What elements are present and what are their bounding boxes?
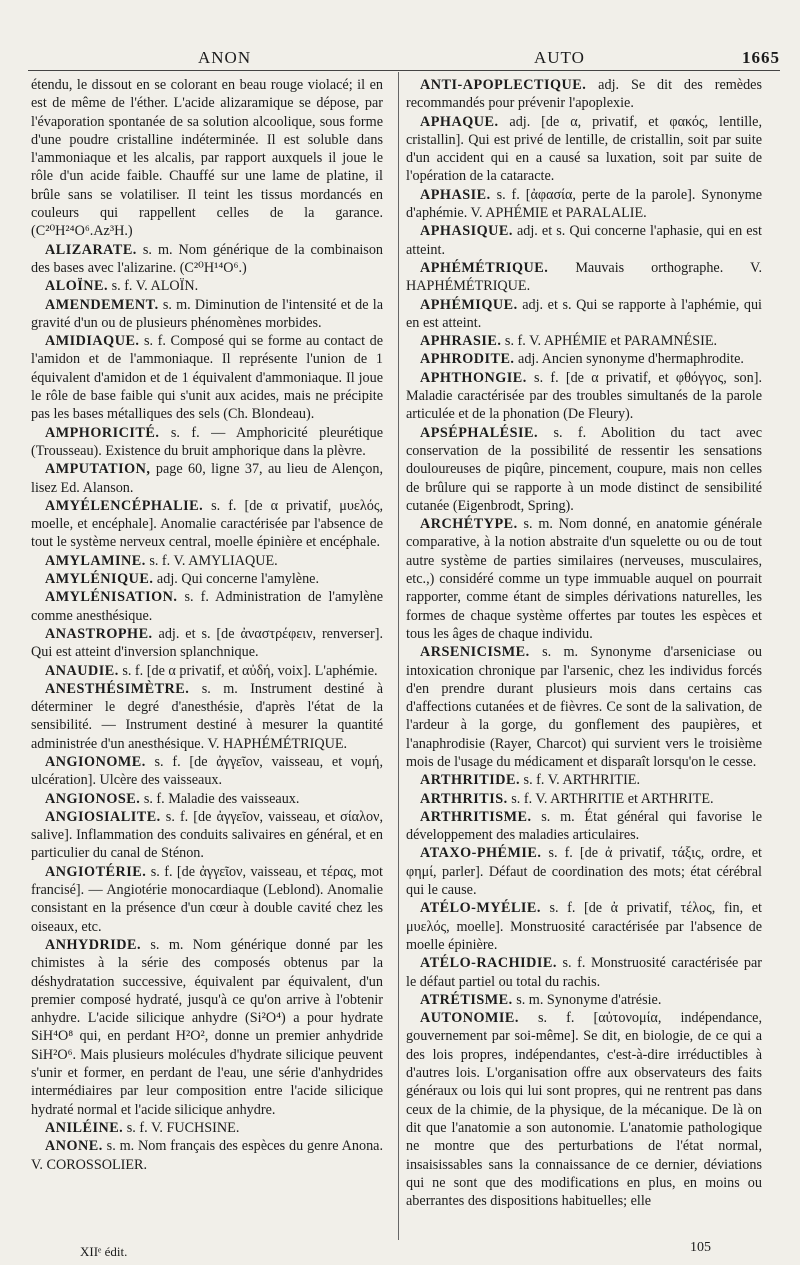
edition-mark: XIIᵉ édit. [80, 1244, 128, 1259]
entry-headword: ANONE. [45, 1138, 103, 1155]
dictionary-entry [31, 241, 383, 278]
dictionary-entry [406, 296, 762, 333]
dictionary-entry [406, 643, 762, 771]
header-rule [28, 70, 780, 71]
entry-text: s. m. Nom français des espèces du genre Anona. V. COROSSOLIER. [31, 1138, 384, 1173]
entry-text: s. f. [de ἀγγεῖον, vaisseau, et νομή, ulcération]. Ulcère des vaisseaux. [31, 753, 384, 789]
entry-headword: ANGIOSIALITE. [45, 808, 161, 825]
header-left-word: ANON [198, 48, 252, 67]
entry-text: adj. et s. Qui se rapporte à l'aphémie, qui en est atteint. [406, 296, 762, 331]
dictionary-entry [31, 1137, 383, 1174]
entry-text: s. f. [de α privatif, μυελός, moelle, et encéphale]. Anomalie caractérisée par l'absence de tout le système nerveux central, moelle épinière et encéphale. [31, 497, 383, 551]
entry-text: s. f. [αὐτονομία, indépendance, gouvernement par soi-même]. Se dit, en biologie, de ce qui a des lois propres, indépendantes, c'est-à-dire irréductibles à d'autres lois. L'organisation offre aux observateurs des faits généraux ou lois qui lui sont propres, qui ne rentrent pas dans ceux de la chimie, de la physique, de la mécanique. De là on dit que l'anatomie a son autonomie. L'anatomie pathologique ne montre que des perturbations de l'état normal, insaisissables sans la connaissance de ce dernier, déviations qui ne sont que des modifications en plus, en moins ou aberrantes des dispositions habituelles; elle [406, 1010, 763, 1210]
dictionary-entry [31, 1119, 383, 1137]
entry-text: s. f. V. ARTHRITIE. [523, 772, 641, 789]
entry-text: adj. Ancien synonyme d'hermaphrodite. [518, 351, 744, 368]
dictionary-entry [31, 625, 383, 662]
entry-text: adj. [de α, privatif, et φακός, lentille, cristallin]. Qui est privé de lentille, de cristallin, soit par suite d'un accident qui en a causé sa luxation, soit par suite de l'opération de la cataracte. [406, 113, 762, 185]
dictionary-entry [31, 460, 383, 497]
entry-headword: APHÉMIQUE. [420, 296, 518, 313]
signature-mark: 105 [690, 1240, 711, 1255]
entry-text: s. f. Administration de l'amylène comme anesthésique. [31, 589, 383, 624]
entry-text: Mauvais orthographe. V. HAPHÉMÉTRIQUE. [406, 259, 762, 295]
entry-headword: ARTHRITIS. [420, 790, 508, 807]
entry-headword: AMPHORICITÉ. [45, 424, 160, 441]
entry-headword: ALOÏNE. [45, 278, 109, 295]
dictionary-entry [406, 1009, 762, 1210]
entry-text: s. m. Nom générique de la combinaison des bases avec l'alizarine. (C²⁰H¹⁴O⁶.) [31, 241, 384, 276]
dictionary-entry [406, 332, 762, 350]
entry-text: s. f. V. AMYLIAQUE. [149, 552, 278, 569]
dictionary-entry [31, 662, 383, 680]
entry-text: s. m. Synonyme d'atrésie. [516, 991, 662, 1008]
page-number: 1665 [742, 48, 780, 67]
entry-headword: APHRODITE. [420, 351, 515, 368]
entry-text: s. m. Nom générique donné par les chimistes à la série des composés obtenus par la déshydratation successive, équivalent par équivalent, d'un premier composé hydraté, jusqu'à ce qu'on arrive à l'obtenir anhydre. L'acide silicique anhydre (Si²O⁴) a pour hydrate SiH⁴O⁸ qui, en perdant H²O², donne un premier anhydride SiH²O⁶. Mais plusieurs molécules d'hydrate silicique peuvent s'unir et former, en perdant de l'eau, une série d'anhydrides intermédiaires par leur composition entre l'acide silicique hydraté normal et l'acide silicique anhydre. [31, 936, 384, 1118]
dictionary-entry [406, 186, 762, 223]
entry-text: s. f. V. FUCHSINE. [126, 1119, 240, 1136]
dictionary-entry [406, 350, 762, 368]
column-divider [398, 72, 399, 1240]
entry-text: adj. Qui concerne l'amylène. [156, 571, 320, 588]
entry-text: s. m. État général qui favorise le développement des maladies articulaires. [406, 808, 762, 844]
entry-headword: ATRÉTISME. [420, 991, 513, 1008]
entry-text: s. f. Maladie des vaisseaux. [143, 790, 300, 807]
entry-headword: APHASIE. [420, 186, 491, 203]
dictionary-entry [31, 277, 383, 295]
entry-headword: ANTI-APOPLECTIQUE. [420, 77, 587, 93]
entry-text: s. f. V. ALOÏN. [111, 278, 199, 295]
right-column [406, 76, 762, 1210]
entry-headword: ARCHÉTYPE. [420, 516, 518, 533]
entry-text: s. f. [de ἀγγεῖον, vaisseau, et σίαλον, salive]. Inflammation des conduits salivaires en général, et en particulier du canal de Sténon. [31, 808, 384, 862]
entry-text: adj. et s. Qui concerne l'aphasie, qui en est atteint. [406, 223, 762, 258]
header-right-word: AUTO [534, 48, 585, 67]
entry-headword: ANGIONOSE. [45, 790, 141, 807]
dictionary-entry [31, 863, 383, 936]
dictionary-entry [406, 76, 762, 113]
entry-headword: APHTHONGIE. [420, 369, 527, 386]
dictionary-entry [31, 332, 383, 423]
dictionary-entry [31, 552, 383, 570]
entry-text: s. f. — Amphoricité pleurétique (Trousseau). Existence du bruit amphorique dans la plèvre. [31, 424, 383, 459]
dictionary-entry [31, 936, 383, 1119]
entry-headword: ANASTROPHE. [45, 625, 153, 642]
dictionary-entry [406, 369, 762, 424]
entry-headword: APHASIQUE. [420, 223, 513, 240]
entry-headword: ARTHRITISME. [420, 808, 532, 825]
dictionary-entry [31, 588, 383, 625]
entry-headword: AMIDIAQUE. [45, 333, 140, 350]
entry-headword: APSÉPHALÉSIE. [420, 424, 539, 441]
dictionary-entry [406, 515, 762, 643]
entry-headword: ATAXO-PHÉMIE. [420, 845, 542, 862]
entry-headword: ANGIONOME. [45, 753, 146, 770]
entry-text: s. f. [de ἀ privatif, τάξις, ordre, et φημί, parler]. Défaut de coordination des mots; état cérébral qui le cause. [406, 845, 763, 899]
entry-text: s. f. V. APHÉMIE et PARAMNÉSIE. [504, 333, 718, 350]
entry-text: s. m. Nom donné, en anatomie générale comparative, à la notion abstraite d'un squelette ou ou de tout autre système de parties similaires (nerveuses, musculaires, etc.,) considéré comme un type immuable auquel on pourrait rapporter, comme étant de simples dérivations naturelles, les formes de chaque système offertes par toutes les espèces et tous les âges de chaque individu. [406, 516, 762, 642]
dictionary-entry [406, 991, 762, 1009]
entry-headword: ALIZARATE. [45, 241, 137, 258]
entry-text: s. f. [de ἀ privatif, τέλος, fin, et μυελός, moelle]. Monstruosité caractérisée par l'absence de moelle épinière. [406, 900, 763, 953]
dictionary-entry [31, 808, 383, 863]
dictionary-entry [31, 680, 383, 753]
dictionary-entry [406, 844, 762, 899]
entry-headword: ANESTHÉSIMÈTRE. [45, 680, 190, 697]
entry-text: adj. Se dit des remèdes recommandés pour prévenir l'apoplexie. [406, 77, 762, 112]
entry-text: s. f. [de α privatif, et φθόγγος, son]. Maladie caractérisée par des troubles simultanés de la parole articulée et de la phonation (De Fleury). [406, 369, 763, 423]
running-header [30, 48, 780, 70]
entry-headword: ANILÉINE. [45, 1119, 124, 1136]
entry-headword: APHAQUE. [420, 113, 499, 130]
entry-headword: ARTHRITIDE. [420, 772, 520, 789]
entry-text: s. m. Instrument destiné à déterminer le degré d'anesthésie, d'après l'état de la sensibilité. — Instrument destiné à mesurer la quantité administrée d'un anesthésique. V. HAPHÉMÉTRIQUE. [31, 680, 383, 752]
entry-headword: APHÉMÉTRIQUE. [420, 259, 549, 276]
entry-text: s. f. [de ἀγγεῖον, vaisseau, et τέρας, mot francisé]. — Angiotérie monocardiaque (Leblond). Anomalie consistant en la présence d'un cœur à double cavité chez les oiseaux, etc. [31, 863, 383, 935]
dictionary-entry [406, 259, 762, 296]
entry-headword: ANAUDIE. [45, 662, 119, 679]
entry-text: étendu, le dissout en se colorant en beau rouge violacé; il en est de même de l'éther. L'acide alizaramique se dépose, par l'évaporation spontanée de sa solution alcoolique, sous forme d'une poudre cristalline indéterminée. Il est soluble dans l'ammoniaque et les alcalis, par rapport auxquels il joue le rôle d'un acide faible. Chauffé sur une lame de platine, il brûle sans se volatiliser. Il teint les tissus mordancés en couleurs qui rappellent celles de la garance. (C²⁰H²⁴O⁶.Az³H.) [31, 77, 383, 240]
dictionary-entry [406, 954, 762, 991]
entry-text: s. f. [de α privatif, et αὐδή, voix]. L'aphémie. [122, 662, 378, 679]
entry-continuation [31, 76, 383, 241]
entry-text: s. f. Composé qui se forme au contact de l'amidon et de l'ammoniaque. Il représente l'union de 1 équivalent d'amidon et de 1 équivalent d'ammoniaque. Il joue le rôle de base faible qui s'unit aux acides, mais ne précipite pas les bases métalliques des sels (Ch. Blondeau). [31, 333, 383, 423]
entry-headword: APHRASIE. [420, 333, 502, 350]
dictionary-entry [406, 424, 762, 515]
entry-headword: ANGIOTÉRIE. [45, 863, 147, 880]
dictionary-entry [406, 790, 762, 808]
dictionary-entry [406, 113, 762, 186]
entry-text: page 60, ligne 37, au lieu de Alençon, lisez Ed. Alanson. [31, 461, 383, 496]
entry-headword: AUTONOMIE. [420, 1010, 519, 1027]
entry-text: s. f. V. ARTHRITIE et ARTHRITE. [511, 790, 714, 807]
entry-headword: AMYLÉNIQUE. [45, 571, 154, 588]
entry-headword: AMYÉLENCÉPHALIE. [45, 497, 204, 514]
dictionary-entry [31, 753, 383, 790]
dictionary-entry [406, 771, 762, 789]
entry-headword: ARSENICISME. [420, 644, 530, 661]
entry-headword: AMENDEMENT. [45, 296, 159, 313]
entry-headword: AMPUTATION, [45, 461, 151, 478]
dictionary-entry [31, 790, 383, 808]
entry-text: s. f. Abolition du tact avec conservation de la possibilité de ressentir les sensations douloureuses de piqûre, pincement, coupure, mais non celles de brûlure qui se rapporte à un mode distinct de sensibilité cutanée (Eigenbrodt, Spring). [406, 424, 762, 514]
entry-text: s. f. [ἀφασία, perte de la parole]. Synonyme d'aphémie. V. APHÉMIE et PARALALIE. [406, 186, 763, 222]
entry-text: s. f. Monstruosité caractérisée par le défaut partiel ou total du rachis. [406, 955, 762, 990]
dictionary-entry [31, 497, 383, 552]
entry-text: s. m. Diminution de l'intensité et de la gravité d'un ou de plusieurs phénomènes morbides. [31, 296, 383, 331]
dictionary-entry [406, 808, 762, 845]
dictionary-entry [31, 424, 383, 461]
entry-text: s. m. Synonyme d'arseniciase ou intoxication chronique par l'arsenic, chez les individus forcés d'en prendre durant plusieurs mois dans certains cas d'affections cutanées et de fièvres. Ce sont de la salivation, de l'ardeur à la gorge, du gonflement des paupières, et l'anaphrodisie (Rayer, Charcot) qui survient vers le troisième mois de l'usage du médicament et disparaît lorsqu'on le cesse. [406, 644, 762, 770]
left-column [31, 76, 383, 1174]
dictionary-entry [31, 570, 383, 588]
dictionary-entry [406, 899, 762, 954]
entry-headword: ANHYDRIDE. [45, 936, 142, 953]
entry-headword: AMYLÉNISATION. [45, 589, 178, 606]
dictionary-entry [406, 222, 762, 259]
entry-headword: ATÉLO-RACHIDIE. [420, 955, 557, 972]
dictionary-entry [31, 296, 383, 333]
entry-headword: AMYLAMINE. [45, 552, 146, 569]
entry-text: adj. et s. [de ἀναστρέφειν, renverser]. Qui est atteint d'inversion splanchnique. [31, 625, 383, 661]
entry-headword: ATÉLO-MYÉLIE. [420, 900, 541, 917]
